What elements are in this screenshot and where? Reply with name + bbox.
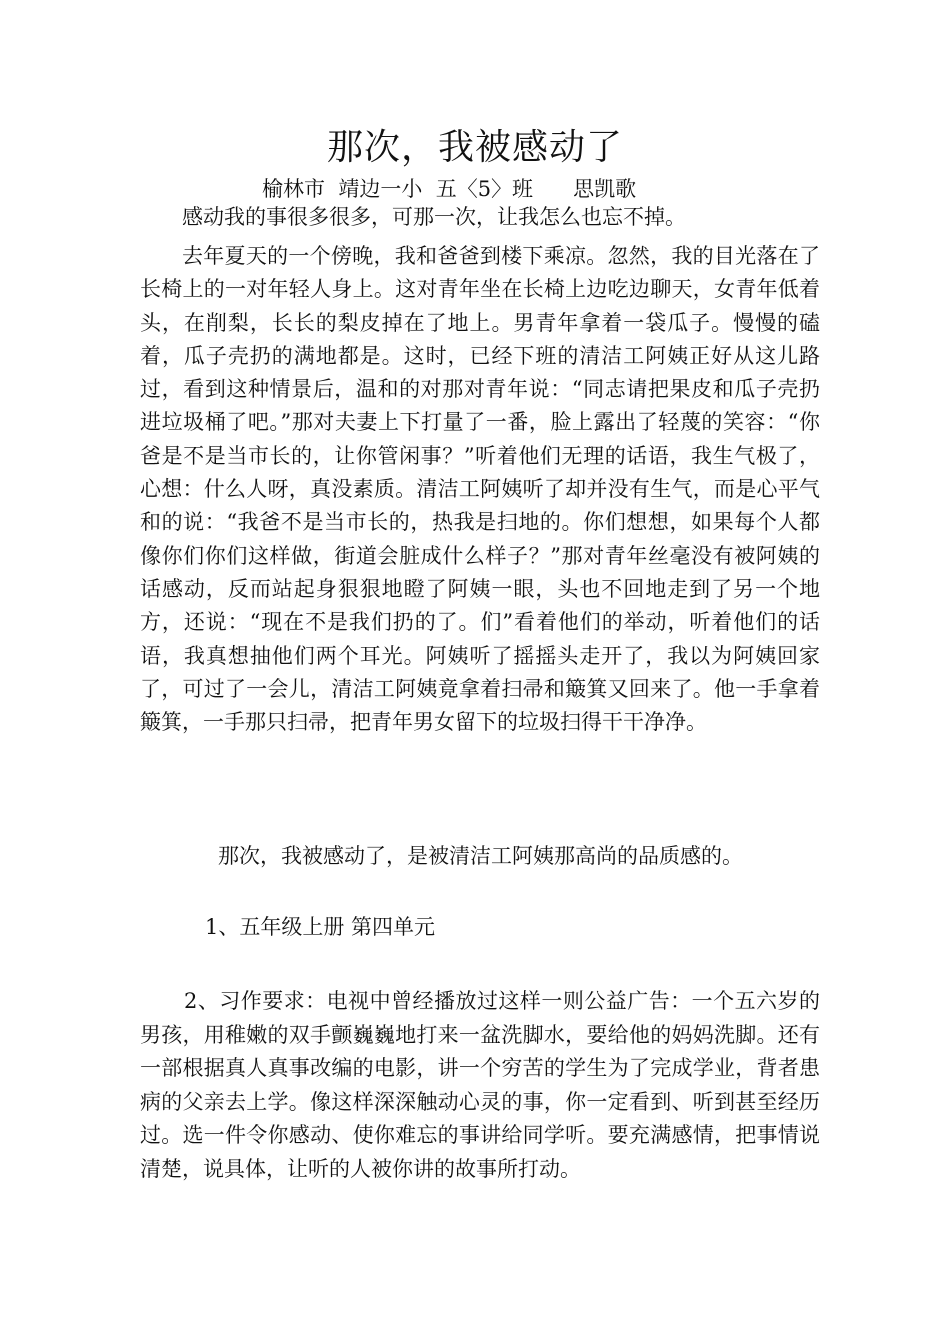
essay-title: 那次，我被感动了	[326, 127, 623, 168]
note-requirement: 2、习作要求：电视中曾经播放过这样一则公益广告：一个五六岁的男孩，用稚嫩的双手颤巍巍地打来一盆洗脚水，要给他的妈妈洗脚。还有一部根据真人真事改编的电影，讲一个穷苦的学生为了完成学业，背者患病的父亲去上学。像这样深深触动心灵的事，你一定看到、听到甚至经历过。选一件令你感动、使你难忘的事讲给同学听。要充满感情，把事情说清楚，说具体，让听的人被你讲的故事所打动。	[140, 989, 820, 1181]
author-line: 榆林市 靖边一小 五〈5〉班 思凯歌	[262, 177, 637, 201]
paragraph-story: 去年夏天的一个傍晚，我和爸爸到楼下乘凉。忽然，我的目光落在了长椅上的一对年轻人身上。这对青年坐在长椅上边吃边聊天，女青年低着头，在削梨，长长的梨皮掉在了地上。男青年拿着一袋瓜子。慢慢的磕着，瓜子壳扔的满地都是。这时，已经下班的清洁工阿姨正好从这儿路过，看到这种情景后，温和的对那对青年说：“同志请把果皮和瓜子壳扔进垃圾桶了吧。”那对夫妻上下打量了一番，脸上露出了轻蔑的笑容：“你爸是不是当市长的，让你管闲事？”听着他们无理的话语，我生气极了，心想：什么人呀，真没素质。清洁工阿姨听了却并没有生气，而是心平气和的说：“我爸不是当市长的，热我是扫地的。你们想想，如果每个人都像你们你们这样做，街道会脏成什么样子？”那对青年丝毫没有被阿姨的话感动，反而站起身狠狠地瞪了阿姨一眼，头也不回地走到了另一个地方，还说：“现在不是我们扔的了。们”看着他们的举动，听着他们的话语，我真想抽他们两个耳光。阿姨听了摇摇头走开了，我以为阿姨回家了，可过了一会儿，清洁工阿姨竟拿着扫帚和簸箕又回来了。他一手拿着簸箕，一手那只扫帚，把青年男女留下的垃圾扫得干干净净。	[140, 244, 820, 735]
paragraph-intro: 感动我的事很多很多，可那一次，让我怎么也忘不掉。	[182, 205, 686, 229]
paragraph-conclusion: 那次，我被感动了，是被清洁工阿姨那高尚的品质感的。	[218, 844, 743, 868]
note-unit: 1、五年级上册 第四单元	[205, 915, 436, 939]
